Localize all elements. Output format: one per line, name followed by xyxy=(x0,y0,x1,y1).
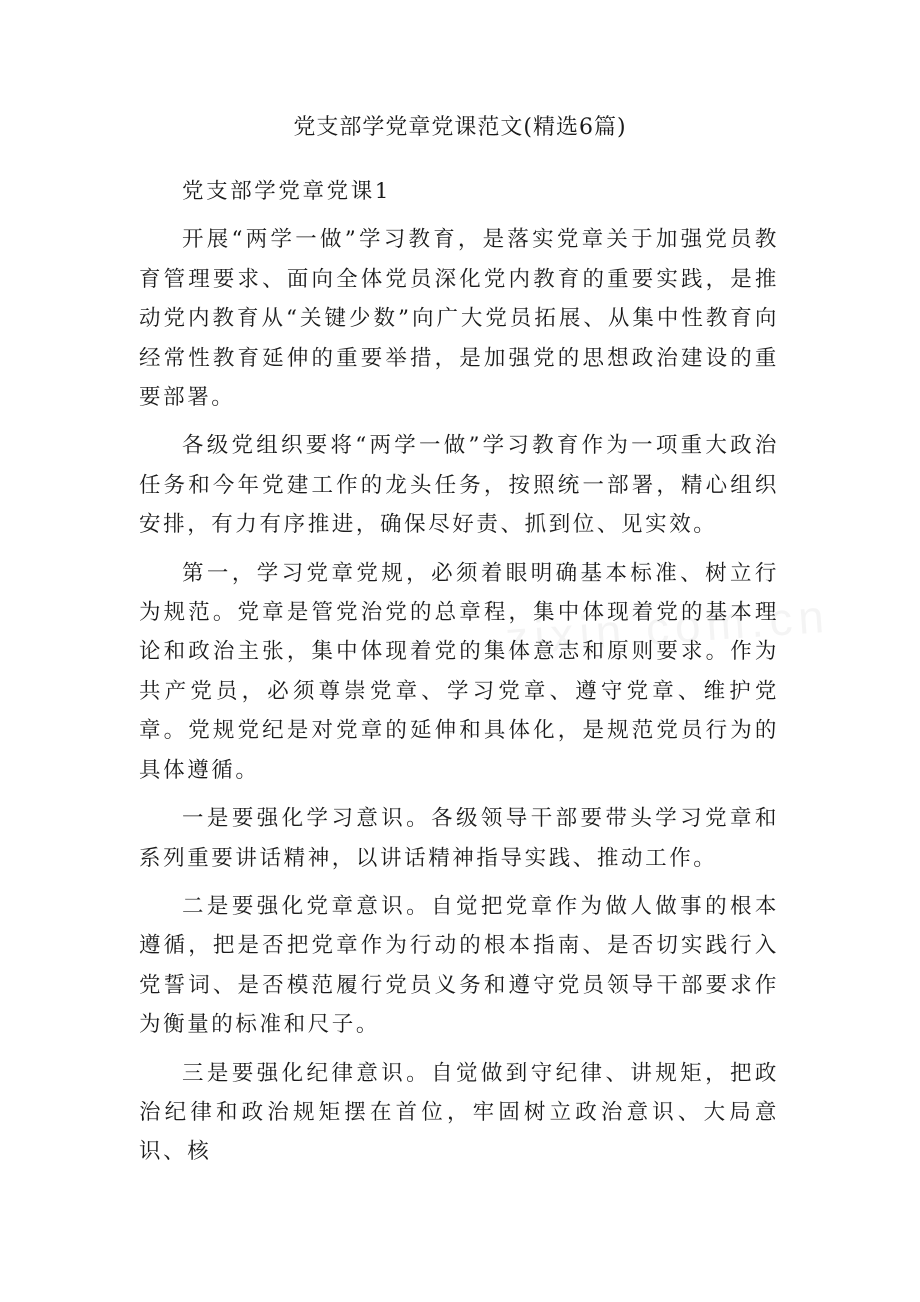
section-heading: 党支部学党章党课1 xyxy=(182,179,392,204)
paragraph-3: 第一，学习党章党规，必须着眼明确基本标准、树立行为规范。党章是管党治党的总章程，集中体现着党的基本理论和政治主张，集中体现着党的集体意志和原则要求。作为共产党员，必须尊崇党章、学习党章、遵守党章、维护党章。党规党纪是对党章的延伸和具体化，是规范党员行为的具体遵循。 xyxy=(139,560,779,783)
paragraph-6: 三是要强化纪律意识。自觉做到守纪律、讲规矩，把政治纪律和政治规矩摆在首位，牢固树立政治意识、大局意识、核 xyxy=(139,1060,779,1165)
paragraph-1: 开展“两学一做”学习教育，是落实党章关于加强党员教育管理要求、面向全体党员深化党内教育的重要实践，是推动党内教育从“关键少数”向广大党员拓展、从集中性教育向经常性教育延伸的重要举措，是加强党的思想政治建设的重要部署。 xyxy=(139,227,779,411)
paragraph-2: 各级党组织要将“两学一做”学习教育作为一项重大政治任务和今年党建工作的龙头任务，按照统一部署，精心组织安排，有力有序推进，确保尽好责、抓到位、见实效。 xyxy=(139,433,779,538)
document-title: 党支部学党章党课范文(精选6篇) xyxy=(293,115,627,140)
document-body xyxy=(139,172,779,1172)
paragraph-4: 一是要强化学习意识。各级领导干部要带头学习党章和系列重要讲话精神，以讲话精神指导实践、推动工作。 xyxy=(139,806,779,871)
paragraph-5: 二是要强化党章意识。自觉把党章作为做人做事的根本遵循，把是否把党章作为行动的根本指南、是否切实践行入党誓词、是否模范履行党员义务和遵守党员领导干部要求作为衡量的标准和尺子。 xyxy=(139,893,779,1038)
